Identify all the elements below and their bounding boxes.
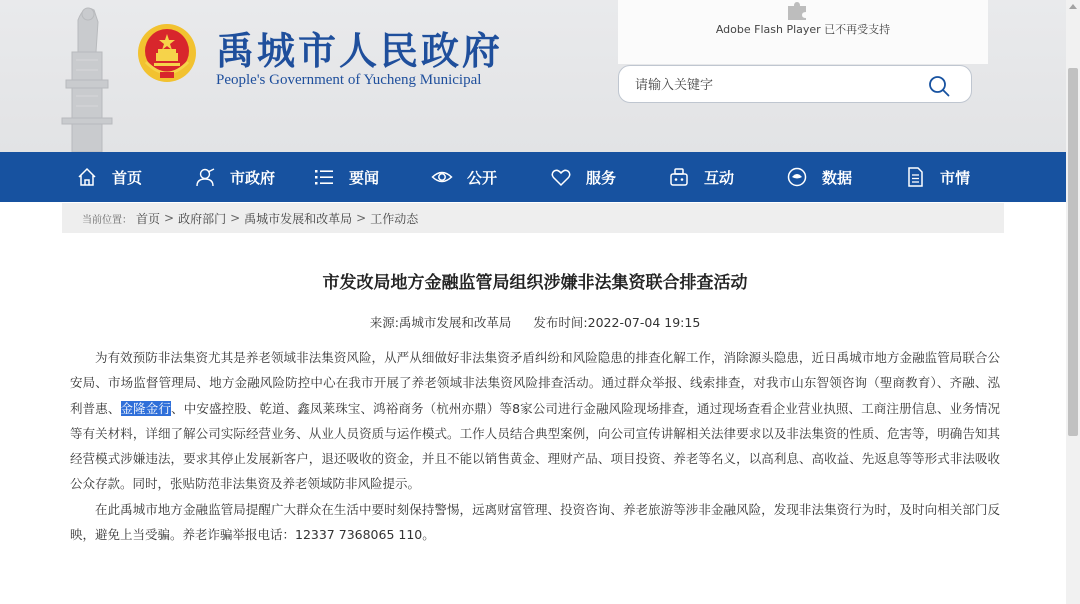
search-box — [618, 65, 972, 103]
paragraph-text: 、中安盛控股、乾道、鑫凤莱珠宝、鸿裕商务（杭州亦鼎）等8家公司进行金融风险现场排查，通过现场查看企业营业执照、工商注册信息、业务情况等有关材料，详细了解公司实际经营业务、从业人员资质与运作模式。工作人员结合典型案例，向公司宣传讲解相关法律要求以及非法集资的性质、危害等，明确告知其经营模式涉嫌违法，要求其停止发展新客户，退还吸收的资金，并且不能以销售黄金、理财产品、项目投资、养老等名义，以高利息、高收益、先返息等等形式非法吸收公众存款。同时，张贴防范非法集资及养老领域防非风险提示。 — [70, 400, 1000, 492]
search-icon[interactable] — [927, 74, 951, 98]
paragraph-text: 为有效预防非法集资尤其是养老领域非法集资风险，从严从细做好非法集资矛盾纠纷和风险隐患的排查化解工作，消除源头隐患，近日禹城市地方金融监管局联合公安局、市场监督管理局、地方金融风险防控中心在我市开展了养老领域非法集资风险排查活动。通过群众举报、线索排查，对我市山东智领咨询（聖商教育）、齐融、泓利普惠、 — [70, 350, 1000, 416]
scrollbar-thumb[interactable] — [1068, 68, 1078, 436]
nav-label: 数据 — [822, 168, 853, 187]
nav-label: 互动 — [704, 168, 735, 187]
nav-item-service[interactable] — [550, 152, 616, 202]
nav-item-city-info[interactable] — [904, 152, 970, 202]
data-icon — [786, 166, 808, 188]
breadcrumb-link-bureau[interactable]: 禹城市发展和改革局 — [244, 211, 353, 226]
selected-text: 金隆金行 — [120, 400, 172, 416]
home-icon — [76, 166, 98, 188]
site-subtitle: People's Government of Yucheng Municipal — [216, 72, 482, 88]
flash-placeholder — [618, 0, 988, 64]
breadcrumb-link-home[interactable]: 首页 — [136, 211, 161, 226]
vertical-scrollbar[interactable] — [1066, 0, 1080, 604]
nav-label: 市政府 — [230, 168, 276, 187]
puzzle-icon — [786, 2, 808, 20]
breadcrumb-prefix: 当前位置： — [82, 214, 132, 226]
site-title: 禹城市人民政府 — [216, 28, 504, 73]
nav-item-public[interactable] — [431, 152, 497, 202]
article-source: 来源:禹城市发展和改革局 — [369, 315, 512, 330]
breadcrumb-link-work-news[interactable]: 工作动态 — [370, 211, 419, 226]
nav-item-government[interactable] — [194, 152, 275, 202]
interact-icon — [668, 166, 690, 188]
scroll-up-arrow-icon[interactable] — [1069, 4, 1077, 9]
breadcrumb-link-departments[interactable]: 政府部门 — [178, 211, 227, 226]
heart-icon — [550, 166, 572, 188]
nav-item-interact[interactable] — [668, 152, 734, 202]
nav-label: 市情 — [940, 168, 971, 187]
list-icon — [313, 166, 335, 188]
flash-message: Adobe Flash Player 已不再受支持 — [715, 23, 891, 36]
site-header — [0, 0, 1066, 152]
nav-item-data[interactable] — [786, 152, 852, 202]
article-paragraph — [70, 345, 1000, 497]
nav-item-home[interactable] — [76, 152, 142, 202]
nav-label: 公开 — [467, 168, 498, 187]
eye-icon — [431, 166, 453, 188]
breadcrumb-separator: > — [164, 211, 175, 225]
national-emblem-logo — [136, 22, 198, 84]
article-body — [70, 345, 1000, 547]
monument-image — [50, 0, 130, 152]
article-publish-time: 发布时间:2022-07-04 19:15 — [533, 315, 701, 330]
government-icon — [194, 166, 216, 188]
nav-item-news[interactable] — [313, 152, 379, 202]
nav-label: 要闻 — [349, 168, 380, 187]
document-icon — [904, 166, 926, 188]
breadcrumb — [62, 203, 1004, 233]
breadcrumb-separator: > — [356, 211, 367, 225]
nav-label: 服务 — [586, 168, 617, 187]
search-input[interactable] — [633, 75, 917, 95]
article-title: 市发改局地方金融监管局组织涉嫌非法集资联合排查活动 — [322, 273, 748, 293]
breadcrumb-separator: > — [230, 211, 241, 225]
main-nav — [0, 152, 1066, 202]
nav-label: 首页 — [112, 168, 143, 187]
article-meta — [62, 313, 1008, 331]
article-paragraph: 在此禹城市地方金融监管局提醒广大群众在生活中要时刻保持警惕，远离财富管理、投资咨询、养老旅游等涉非金融风险，发现非法集资行为时，及时向相关部门反映，避免上当受骗。养老诈骗举报电话：12337 7368065 110。 — [70, 501, 1000, 543]
